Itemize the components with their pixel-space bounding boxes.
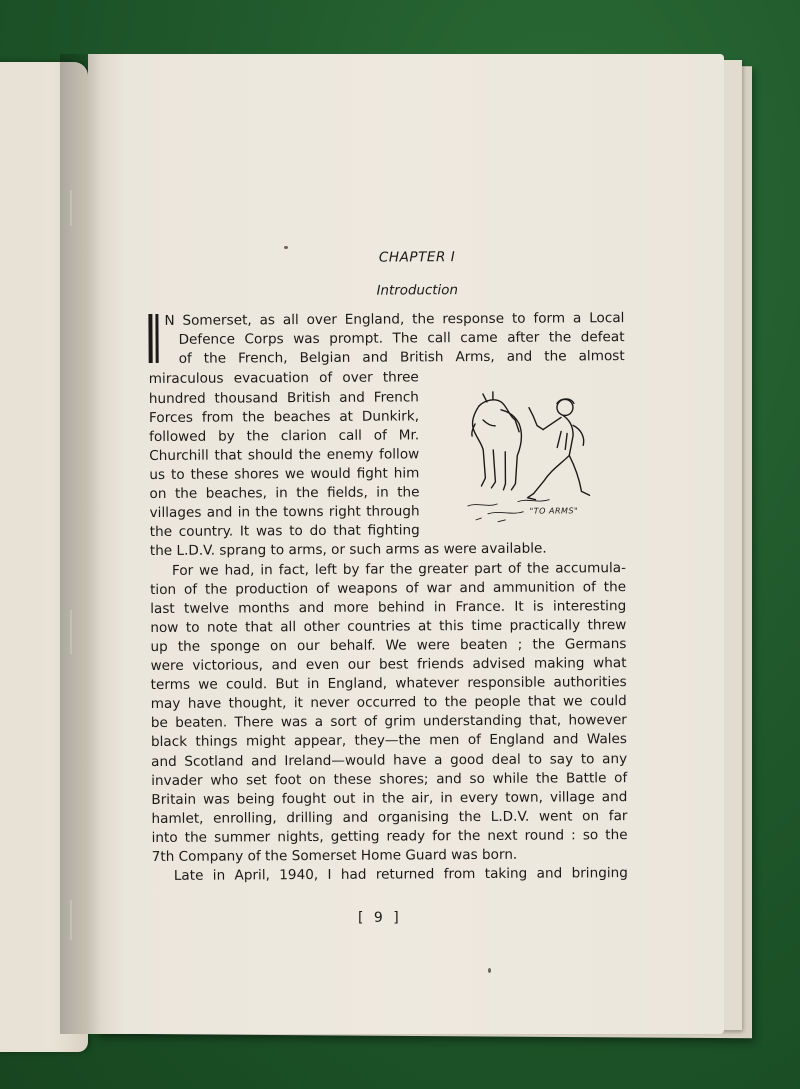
text-line: on the beaches, in the fields, in the [149,484,420,503]
binding-stitch [70,900,72,940]
wrapped-text [149,369,420,542]
text-line: 7th Company of the Somerset Home Guard was born. [151,846,518,865]
binding-stitch [70,190,72,226]
illustration-caption: "TO ARMS" [529,506,579,517]
page-number: [ 9 ] [358,910,402,926]
text-with-illustration [149,368,626,543]
text-line: Britain was being fought out in the air, in every town, village and [151,788,628,808]
text-line: be beaten. There was a sort of grim understanding that, however [150,712,627,732]
text-line: now to note that all other countries at this time practically threw [150,616,627,636]
chapter-subtitle: Introduction [376,283,458,299]
text-line: into the summer nights, getting ready for the next round : so the [151,826,628,846]
text-line: invader who set foot on these shores; and so while the Battle of [151,769,628,789]
text-line: were victorious, and even our best friends advised making what [150,655,627,675]
text-line: hundred thousand British and French [148,388,419,407]
text-line: Defence Corps was prompt. The call came after the defeat [178,329,625,349]
gutter-shadow [60,54,102,1034]
body-paragraphs [150,540,628,887]
text-line: tion of the production of weapons of war and ammunition of the [150,578,627,598]
opening-paragraph [148,309,624,369]
binding-stitch [70,610,72,654]
text-line: us to these shores we would fight him [149,465,420,483]
text-line: N Somerset, as all over England, the response to form a Local [164,310,625,330]
text-line: last twelve months and more behind in France. It is interesting [150,597,627,617]
paper-speck [488,968,491,973]
text-line: Late in April, 1940, I had returned from taking and bringing [173,865,628,884]
text-line: miraculous evacuation of over three [148,369,419,388]
text-line: terms we could. But in England, whatever responsible authorities [150,674,627,694]
text-line: may have thought, it never occurred to the people that we could [150,693,627,713]
text-line: black things might appear, they—the men of England and Wales [150,731,628,751]
text-line: villages and in the towns right through [149,503,420,522]
text-line: hamlet, enrolling, drilling and organising the L.D.V. went on far [151,807,628,827]
text-line: the L.D.V. sprang to arms, or such arms as were available. [149,541,547,560]
text-line: followed by the clarion call of Mr. [149,427,420,445]
text-line: For we had, in fact, left by far the greater part of the accumula- [171,559,626,579]
text-line: and Scotland and Ireland—would have a good deal to say to any [151,750,628,770]
chapter-title: CHAPTER I [378,249,456,266]
chapter-text-column [148,247,628,886]
text-line: of the French, Belgian and British Arms, and the almost [178,348,625,368]
drop-cap-letter [148,314,158,363]
text-line: the country. It was to do that fighting [149,522,420,541]
text-line: up the sponge on our behalf. We were beaten ; the Germans [150,636,627,655]
text-line: Forces from the beaches at Dunkirk, [148,408,420,426]
text-line: Churchill that should the enemy follow [149,446,420,464]
